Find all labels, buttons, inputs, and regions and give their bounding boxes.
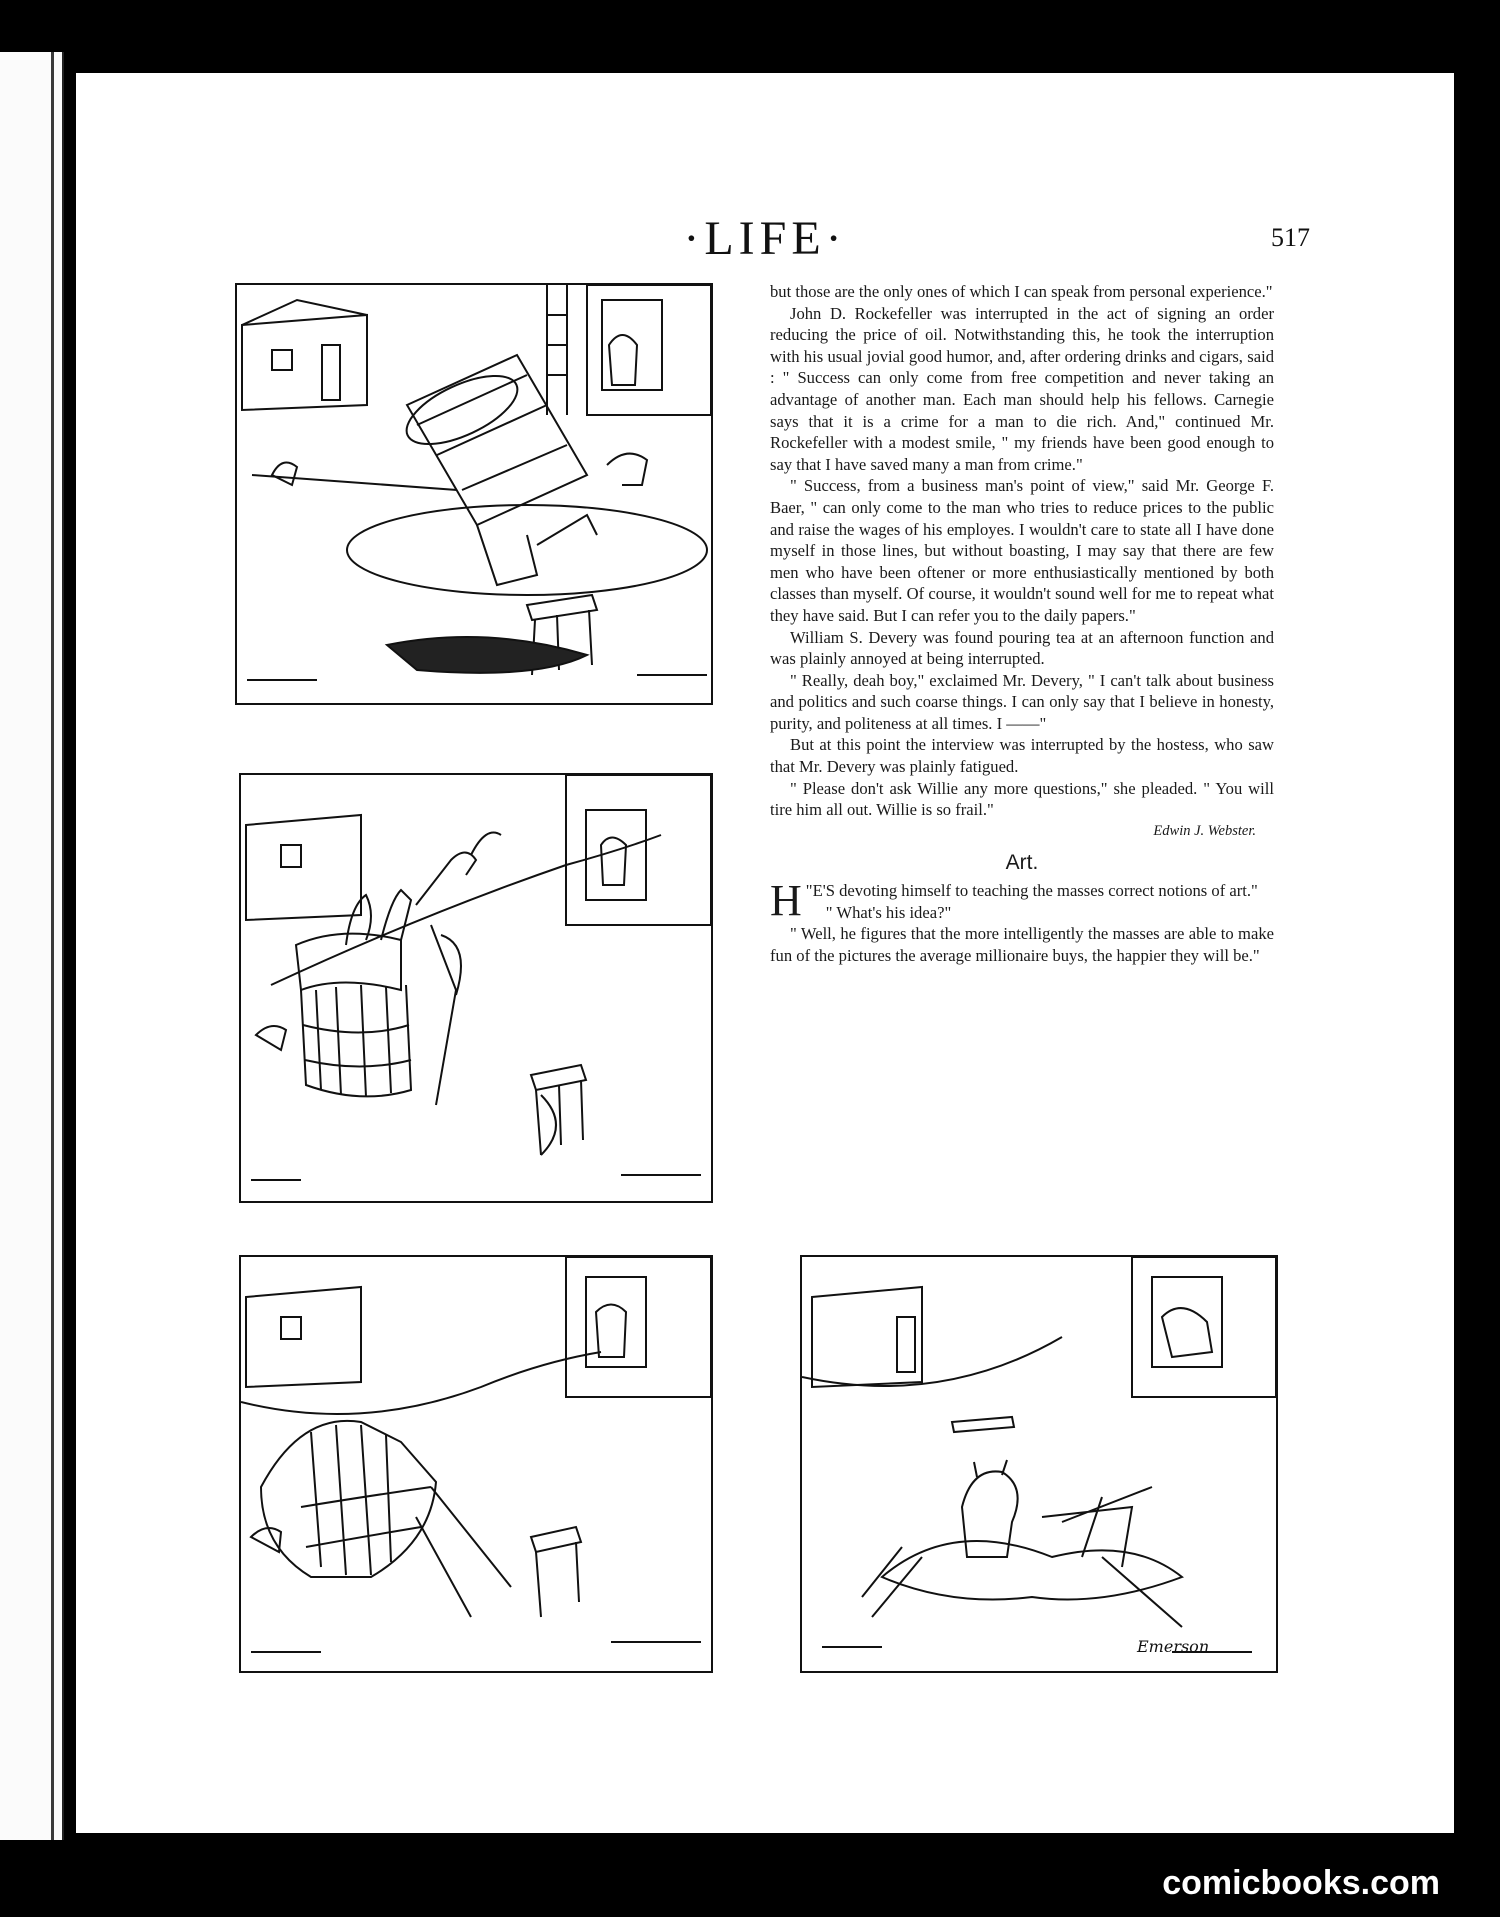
art-paragraph-2: " What's his idea?" (825, 902, 952, 922)
art-opening-quote: " (805, 881, 813, 901)
article-paragraph-6: But at this point the interview was interrupted by the hostess, who saw that Mr. Devery was plainly fatigued. (770, 735, 1274, 777)
panel-1-illustration (237, 285, 711, 703)
author-signature: Edwin J. Webster. (1153, 822, 1256, 839)
panel-3-illustration (241, 1257, 711, 1671)
art-paragraph-1-text: E'S devoting himself to teaching the masses correct notions of art." (812, 881, 1258, 901)
panel-4-illustration (802, 1257, 1276, 1671)
article-paragraph-3: " Success, from a business man's point of view," said Mr. George F. Baer, " can only come to the man who tries to reduce prices to the public and raise the wages of his employes. I wouldn't care to state all I have done myself in those lines, but without boasting, I may say that there are few men who have been oftener or more enthusiastically mentioned by both classes than myself. Of course, it wouldn't sound well for me to repeat what they have said. But I can refer you to the daily papers." (770, 476, 1274, 625)
art-paragraph-3: " Well, he figures that the more intelligently the masses are able to make fun of the pictures the average millionaire buys, the happier they will be." (770, 924, 1274, 965)
masthead-title: ·LIFE· (683, 212, 847, 265)
comic-panel-2 (239, 773, 713, 1203)
artist-signature: Emerson (1137, 1637, 1210, 1656)
watermark: comicbooks.com (1162, 1864, 1440, 1902)
magazine-page (76, 73, 1454, 1833)
art-heading: Art. (1005, 851, 1039, 875)
article-paragraph-4: William S. Devery was found pouring tea at an afternoon function and was plainly annoyed at being interrupted. (770, 627, 1274, 669)
article-column (770, 281, 1274, 966)
comic-panel-3 (239, 1255, 713, 1673)
panel-2-illustration (241, 775, 711, 1201)
page-number: 517 (1271, 223, 1310, 252)
article-paragraph-7: " Please don't ask Willie any more questions," she pleaded. " You will tire him all out. Willie is so frail." (770, 778, 1274, 820)
comic-panel-1 (235, 283, 713, 705)
comic-panel-4 (800, 1255, 1278, 1673)
article-paragraph-5: " Really, deah boy," exclaimed Mr. Devery, " I can't talk about business and politics and such coarse things. I can only say that I believe in honesty, purity, and politeness at all times. I ——" (770, 670, 1274, 733)
previous-page-edge (0, 52, 64, 1840)
article-paragraph-2: John D. Rockefeller was interrupted in the act of signing an order reducing the price of oil. Notwithstanding this, he took the interruption with his usual jovial good humor, and, after ordering drinks and cigars, said : " Success can only come from free competition and never taking an advantage of another man. Each man should help his fellows. Carnegie says that it is a crime for a man to die rich. And," continued Mr. Rockefeller with a modest smile, " my friends have been good enough to say that I have saved many a man from crime." (770, 303, 1274, 474)
drop-cap: H (770, 876, 802, 926)
article-paragraph-1: but those are the only ones of which I can speak from personal experience." (770, 282, 1273, 301)
